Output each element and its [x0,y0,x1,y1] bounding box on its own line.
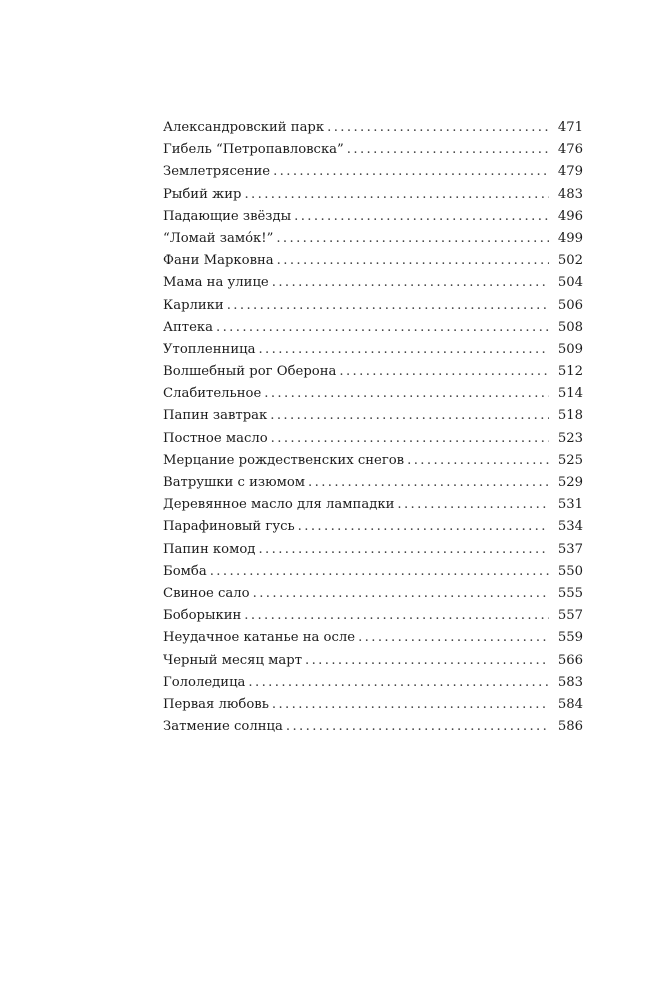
toc-entry-page: 529 [557,475,583,490]
toc-dot-leader [308,472,549,494]
toc-entry-title: Папин завтрак [163,408,268,424]
toc-dot-leader [258,339,549,361]
toc-entry-title: Волшебный рог Оберона [163,364,337,380]
toc-entry-title: Свиное сало [163,585,250,601]
toc-entry-title: “Ломай замóк!” [163,230,274,246]
toc-dot-leader [272,694,549,716]
toc-entry-title: Неудачное катанье на осле [163,630,356,646]
toc-entry-title: Карлики [163,297,224,313]
toc-entry-page: 550 [557,563,583,579]
toc-dot-leader [210,561,549,583]
toc-dot-leader [258,539,549,561]
toc-entry-title: Аптека [163,319,213,335]
toc-entry-page: 518 [557,408,583,424]
toc-dot-leader [294,206,549,228]
toc-entry-title: Боборыкин [163,608,242,624]
toc-entry [163,605,583,627]
toc-entry-title: Первая любовь [163,696,269,712]
toc-entry-page: 508 [557,319,583,335]
toc-dot-leader [298,516,549,538]
toc-entry [163,627,583,649]
toc-entry [163,516,583,538]
toc-entry-page: 483 [557,186,583,202]
toc-entry-page: 566 [557,652,583,668]
toc-entry-page: 471 [557,120,583,135]
toc-entry-title: Фани Марковна [163,253,274,269]
toc-entry [163,184,583,206]
toc-entry-page: 476 [557,142,583,158]
toc-dot-leader [271,428,549,450]
toc-entry-page: 559 [557,630,583,646]
toc-entry-page: 499 [557,230,583,246]
toc-entry [163,250,583,272]
toc-entry-page: 479 [557,164,583,180]
toc-entry [163,450,583,472]
toc-entry [163,672,583,694]
toc-dot-leader [397,494,549,516]
toc-dot-leader [339,361,549,383]
toc-entry [163,272,583,294]
toc-dot-leader [327,117,549,139]
toc-entry-page: 531 [557,497,583,513]
toc-entry [163,428,583,450]
toc-dot-leader [216,317,549,339]
toc-dot-leader [272,272,549,294]
toc-entry-page: 586 [557,719,583,735]
toc-entry [163,472,583,494]
toc-entry-page: 525 [557,452,583,468]
toc-entry-title: Мерцание рождественских снегов [163,452,405,468]
toc-entry-page: 506 [557,297,583,313]
table-of-contents [163,117,583,738]
toc-entry-page: 509 [557,341,583,357]
toc-dot-leader [270,405,549,427]
toc-dot-leader [273,161,549,183]
toc-entry [163,361,583,383]
toc-entry [163,295,583,317]
toc-entry-title: Деревянное масло для лампадки [163,497,395,513]
toc-entry-title: Ватрушки с изюмом [163,475,306,490]
toc-dot-leader [264,383,549,405]
toc-entry-page: 504 [557,275,583,291]
toc-dot-leader [276,228,549,250]
toc-entry [163,228,583,250]
toc-entry [163,583,583,605]
toc-entry [163,650,583,672]
toc-entry-title: Падающие звёзды [163,208,292,224]
toc-entry-page: 523 [557,430,583,446]
toc-dot-leader [358,627,549,649]
toc-entry-title: Затмение солнца [163,719,283,735]
toc-dot-leader [253,583,549,605]
toc-entry-title: Черный месяц март [163,652,303,668]
toc-entry-page: 557 [557,608,583,624]
toc-entry-title: Гололедица [163,674,246,690]
toc-entry [163,561,583,583]
toc-entry-title: Рыбий жир [163,186,242,202]
toc-entry [163,694,583,716]
toc-dot-leader [227,295,549,317]
toc-entry [163,539,583,561]
toc-entry-page: 584 [557,696,583,712]
toc-dot-leader [244,605,549,627]
toc-entry [163,117,583,139]
toc-entry-title: Землетрясение [163,164,271,180]
toc-entry [163,161,583,183]
toc-entry-title: Парафиновый гусь [163,519,295,535]
toc-entry [163,206,583,228]
toc-entry-title: Бомба [163,563,207,579]
toc-entry-page: 555 [557,585,583,601]
toc-entry-page: 537 [557,541,583,557]
toc-entry [163,139,583,161]
toc-entry-title: Гибель “Петропавловска” [163,142,344,158]
toc-entry [163,494,583,516]
toc-entry-title: Папин комод [163,541,256,557]
toc-entry-page: 583 [557,674,583,690]
toc-entry-page: 514 [557,386,583,402]
toc-entry-title: Мама на улице [163,275,269,291]
toc-entry-title: Слабительное [163,386,262,402]
toc-dot-leader [277,250,549,272]
toc-entry [163,317,583,339]
toc-entry-title: Утопленница [163,341,256,357]
toc-entry-page: 534 [557,519,583,535]
toc-entry-page: 502 [557,253,583,269]
toc-entry [163,383,583,405]
toc-dot-leader [286,716,549,738]
toc-entry-title: Постное масло [163,430,268,446]
toc-dot-leader [347,139,549,161]
toc-dot-leader [244,184,549,206]
toc-entry [163,716,583,738]
toc-dot-leader [305,650,549,672]
toc-entry-page: 496 [557,208,583,224]
toc-entry-page: 512 [557,364,583,380]
toc-entry-title: Александровский парк [163,120,325,135]
toc-dot-leader [407,450,549,472]
toc-entry [163,405,583,427]
toc-dot-leader [248,672,549,694]
toc-entry [163,339,583,361]
